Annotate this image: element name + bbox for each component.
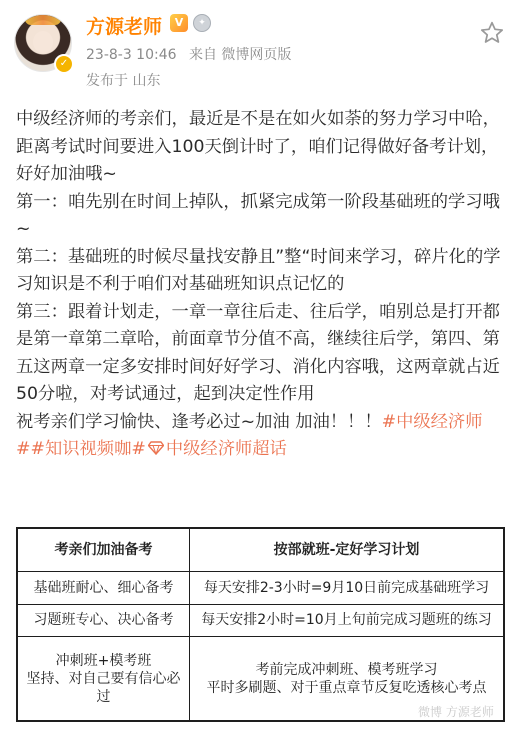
study-plan-table (16, 527, 505, 722)
author-name[interactable]: 方源老师 (86, 16, 163, 38)
table-cell: 基础班耐心、细心备考 (18, 572, 190, 605)
avatar-face (33, 31, 53, 53)
table-cell: 冲刺班+模考班 坚持、对自己要有信心必过 (18, 637, 190, 721)
post-time[interactable]: 23-8-3 10:46 (86, 47, 177, 63)
hashtag-link[interactable]: #中级经济师# (16, 411, 483, 459)
table-cell: 考前完成冲刺班、模考班学习 平时多刷题、对于重点章节反复吃透核心考点 (190, 637, 504, 721)
watermark: 微博 方源老师 (418, 705, 494, 719)
post-closing-line (16, 409, 508, 464)
post-closing: 祝考亲们学习愉快、逢考必过~加油 加油！！！ (16, 411, 382, 432)
verified-badge-icon: ✓ (54, 54, 74, 74)
table-header: 按部就班-定好学习计划 (190, 529, 504, 572)
table-header: 考亲们加油备考 (18, 529, 190, 572)
favorite-star-icon[interactable] (479, 20, 505, 46)
table-cell: 每天安排2-3小时=9月10日前完成基础班学习 (190, 572, 504, 605)
vip-badge-icon[interactable]: V (170, 14, 188, 32)
post-meta (86, 44, 299, 64)
post-paragraph: 第二：基础班的时候尽量找安静且”整“时间来学习，碎片化的学习知识是不利于咱们对基础班知识点记忆的 (16, 246, 501, 294)
medal-badge-icon[interactable]: ✦ (193, 14, 211, 32)
table-cell: 习题班专心、决心备考 (18, 604, 190, 637)
table-header-row (18, 529, 504, 572)
post-source: 来自 微博网页版 (188, 47, 292, 63)
post-header (0, 0, 521, 100)
post-body (16, 106, 508, 464)
post-paragraph: 第三：跟着计划走，一章一章往后走、往后学，咱别总是打开都是第一章第二章哈，前面章节分值不高，继续往后学，第四、第五这两章一定多安排时间好好学习、消化内容哦，这两章就占近50分啦，对考试通过，起到决定性作用 (16, 301, 500, 404)
crown-decoration (25, 15, 61, 25)
table-cell: 每天安排2小时=10月上旬前完成习题班的练习 (190, 604, 504, 637)
post-location: 发布于 山东 (86, 73, 161, 89)
diamond-icon (148, 441, 164, 455)
table-row (18, 572, 504, 605)
table-row (18, 604, 504, 637)
post-paragraph: 第一：咱先别在时间上掉队，抓紧完成第一阶段基础班的学习哦~ (16, 191, 500, 239)
hashtag-link[interactable]: #知识视频咖# (30, 439, 146, 459)
post-paragraph: 中级经济师的考亲们，最近是不是在如火如荼的努力学习中哈，距离考试时间要进入100天倒计时了，咱们记得做好备考计划，好好加油哦~ (16, 109, 500, 184)
supertopic-link[interactable] (146, 439, 287, 459)
supertopic-label: 中级经济师超话 (165, 439, 287, 459)
